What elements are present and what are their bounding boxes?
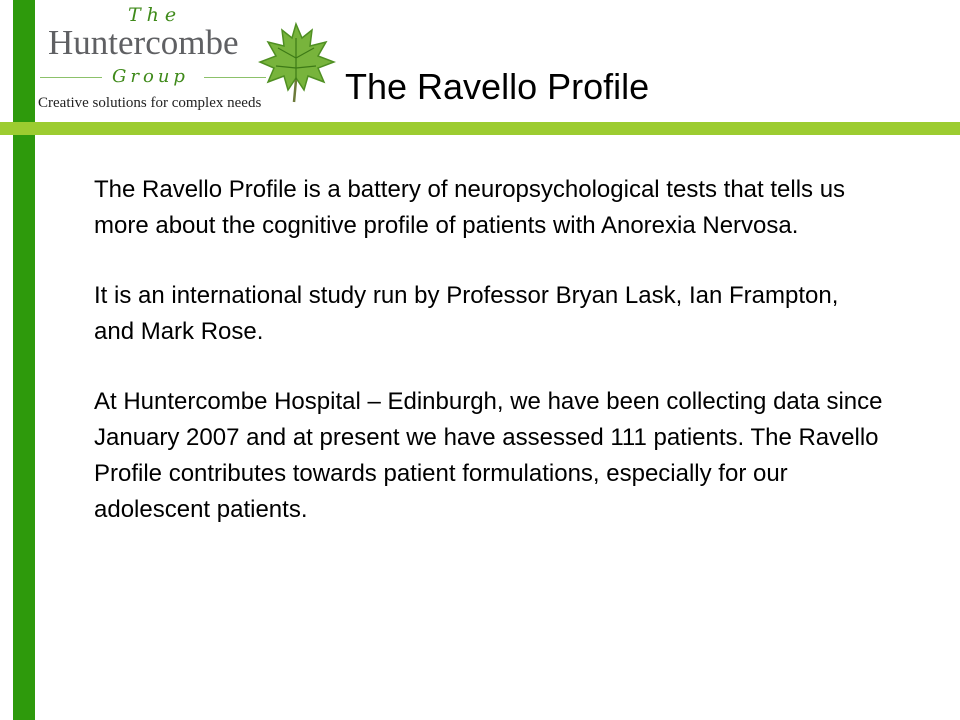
logo-tagline: Creative solutions for complex needs <box>38 95 262 111</box>
slide-body <box>94 172 884 562</box>
header-divider <box>0 122 960 135</box>
logo-rule-right <box>204 77 266 78</box>
slide-title: The Ravello Profile <box>345 66 650 107</box>
body-paragraph: It is an international study run by Professor Bryan Lask, Ian Frampton, and Mark Rose. <box>94 282 839 345</box>
logo-name-text: Huntercombe <box>48 23 239 62</box>
body-paragraph: At Huntercombe Hospital – Edinburgh, we have been collecting data since January 2007 and at present we have assessed 111 patients. The Ravello Profile contributes towards patient formulations, especially for our adolescent patients. <box>94 388 883 523</box>
logo-group-text: Group <box>112 66 189 87</box>
left-accent-bar <box>13 0 35 720</box>
logo-group-row <box>40 66 266 90</box>
huntercombe-logo <box>36 0 336 122</box>
logo-the-text: The <box>128 4 183 26</box>
body-paragraph: The Ravello Profile is a battery of neuropsychological tests that tells us more about the cognitive profile of patients with Anorexia Nervosa. <box>94 176 846 239</box>
leaf-icon <box>258 18 336 104</box>
logo-rule-left <box>40 77 102 78</box>
